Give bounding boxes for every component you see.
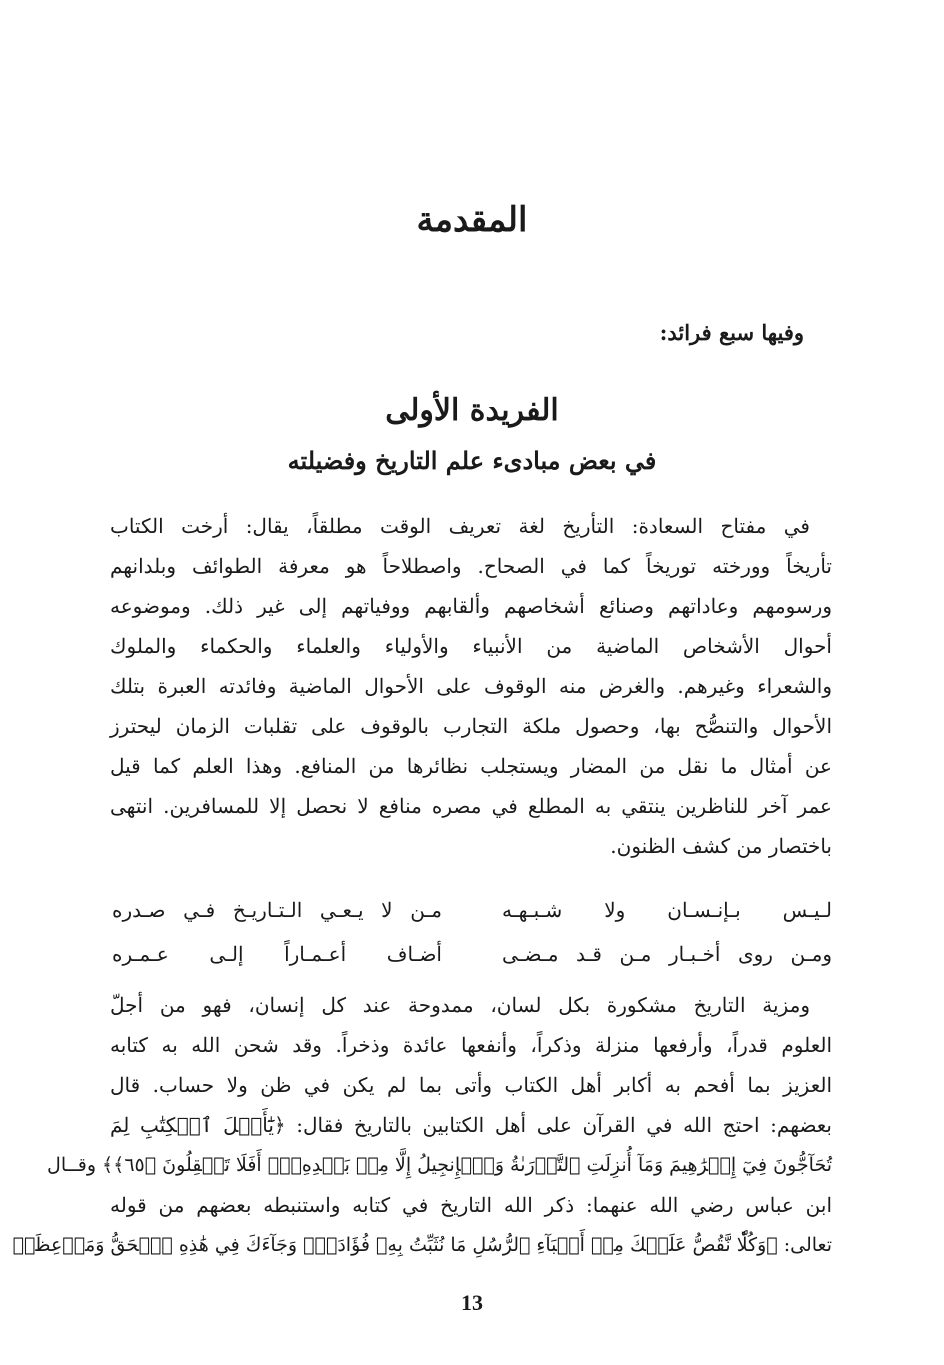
paragraph-line: تُحَآجُّونَ فِيٓ إِبۡرَٰهِيمَ وَمَآ أُنزِلَتِ ٱلتَّوۡرَىٰةُ وَٱلۡإِنجِيلُ إِلَّا مِنۢ بَعۡدِهِۦٓۚ أَفَلَا تَعۡقِلُونَ ﴿٦٥﴾﴾ وقــال	[47, 1154, 832, 1176]
paragraph-line: بعضهم: احتج الله في القرآن على أهل الكتابين بالتاريخ فقال: ﴿يَٰٓأَهۡلَ ٱلۡكِتَٰبِ لِمَ	[110, 1113, 832, 1137]
paragraph-line: عن أمثال ما نقل من المضار ويستجلب نظائرها من المنافع. وهذا العلم كما قيل	[110, 754, 832, 778]
page-number: 13	[461, 1290, 483, 1315]
paragraph-line: ورسومهم وعاداتهم وصنائع أشخاصهم وألقابهم ووفياتهم إلى غير ذلك. وموضوعه	[110, 594, 832, 618]
poem	[112, 888, 832, 976]
paragraph-line: والشعراء وغيرهم. والغرض منه الوقوف على الأحوال الماضية وفائدته العبرة بتلك	[110, 674, 832, 698]
paragraph-line: أحوال الأشخاص الماضية من الأنبياء والأولياء والعلماء والحكماء والملوك	[110, 634, 832, 658]
poem-hemistich-second: أضـاف أعـمـاراً إلـى عـمـره	[112, 942, 442, 966]
paragraph-line: الأحوال والتنصُّح بها، وحصول ملكة التجارب بالوقوف على تقلبات الزمان ليحترز	[110, 714, 833, 738]
paragraph-2	[12, 985, 832, 1265]
section-title: الفريدة الأولى	[385, 393, 559, 428]
paragraph-1	[110, 506, 832, 866]
chapter-title: المقدمة	[416, 200, 528, 240]
section-subtitle: في بعض مبادىء علم التاريخ وفضيلته	[287, 446, 657, 475]
paragraph-line: باختصار من كشف الظنون.	[610, 834, 832, 858]
poem-hemistich-first: لـيـس بـإنـسـان ولا شـبـهـه	[502, 898, 832, 922]
paragraph-line: في مفتاح السعادة: التأريخ لغة تعريف الوقت مطلقاً، يقال: أرخت الكتاب	[110, 514, 810, 538]
paragraph-line: تعالى: ﴿وَكُلّٗا نَّقُصُّ عَلَيۡكَ مِنۡ أَنۢبَآءِ ٱلرُّسُلِ مَا نُثَبِّتُ بِهِۦ فُؤَادَكَۚ وَجَآءَكَ فِي هَٰذِهِ ٱلۡحَقُّ وَمَوۡعِظَةٞ	[12, 1234, 832, 1256]
poem-hemistich-first: ومـن روى أخـبـار مـن قـد مـضـى	[502, 942, 832, 966]
paragraph-line: عمر آخر للناظرين ينتقي به المطلع في مصره منافع لا نحصل إلا للمسافرين. انتهى	[110, 794, 832, 818]
paragraph-line: العلوم قدراً، وأرفعها منزلة وذكراً، وأنفعها عائدة وذخراً. وقد شحن الله به كتابه	[110, 1033, 832, 1057]
paragraph-line: تأريخاً وورخته توريخاً كما في الصحاح. واصطلاحاً هو معرفة الطوائف وبلدانهم	[110, 554, 832, 578]
poem-verse	[112, 888, 832, 932]
poem-hemistich-second: مـن لا يـعـي الـتـاريـخ فـي صـدره	[112, 898, 442, 922]
paragraph-line: ابن عباس رضي الله عنهما: ذكر الله التاريخ في كتابه واستنبطه بعضهم من قوله	[110, 1193, 832, 1217]
intro-line: وفيها سبع فرائد:	[659, 320, 804, 345]
poem-verse	[112, 932, 832, 976]
paragraph-line: العزيز بما أفحم به أكابر أهل الكتاب وأتى بما لم يكن في ظن ولا حساب. قال	[110, 1073, 832, 1097]
paragraph-line: ومزية التاريخ مشكورة بكل لسان، ممدوحة عند كل إنسان، فهو من أجلّ	[110, 993, 810, 1017]
